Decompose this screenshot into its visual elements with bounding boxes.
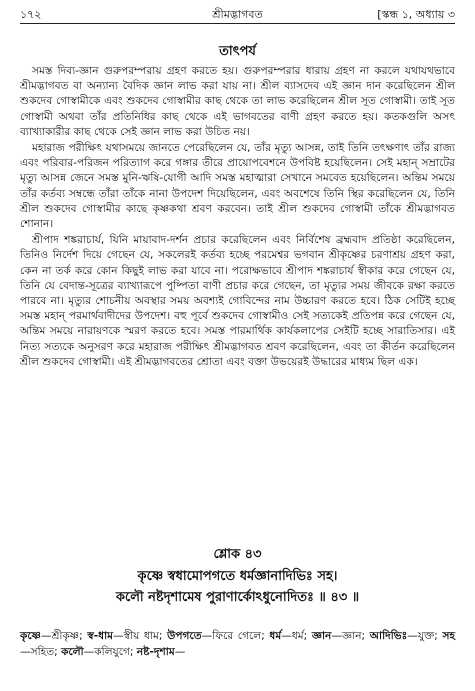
purport-paragraph: শ্রীপাদ শঙ্করাচার্য, যিনি মায়াবাদ-দর্শন প্রচার করেছিলেন এবং নির্বিশেষ ব্রহ্মবাদ প্রতিষ্ঠা করেছিলেন, তিনিও নির্দেশ দিয়ে গেছেন যে, সকলেরই কর্তব্য হচ্ছে পরমেশ্বর ভগবান শ্রীকৃষ্ণের চরণাশ্রয় গ্রহণ করা, কেন না তর্ক করে কোন কিছুই লাভ করা যাবে না। পরোক্ষভাবে শ্রীপাদ শঙ্করাচার্য স্বীকার করে গেছেন যে, তিনি যে বেদান্ত-সূত্রের ব্যাখ্যারূপে পুষ্পিতা বাণী প্রচার করে গেছেন, তা মৃত্যুর সময় জীবকে রক্ষা করতে পারবে না। মৃত্যুর শোচনীয় অবস্থার সময় অবশ্যই গোবিন্দের নাম উচ্চারণ করতে হবে। ঠিক সেটিই হচ্ছে সমস্ত মহান্ পরমার্থবাদীদের উপদেশ। বহু পূর্বে শুকদেব গোস্বামীও সেই সত্যকেই প্রতিপন্ন করে গেছেন যে, অন্তিম সময়ে নারায়ণকে স্মরণ করতে হবে। সমস্ত পারমার্থিক কার্যকলাপের সেইটি হচ্ছে সারাতিসার। এই নিত্য সত্যকে অনুসরণ করে মহারাজ পরীক্ষিৎ শ্রীমদ্ভাগবত শ্রবণ করেছিলেন, এবং তা কীর্তন করেছিলেন শ্রীল শুকদেব গোস্বামী। এই শ্রীমদ্ভাগবতের শ্রোতা এবং বক্তা উভয়েরই উদ্ধারের মাধ্যম ছিল এক। [20,234,455,368]
synonym-meaning: ফিরে গেলে [212,630,262,642]
synonym-meaning: কলিযুগে [94,646,130,658]
verse-line: কলৌ নষ্টদৃশামেষ পুরাণার্কোঽধুনোদিতঃ ॥ ৪৩ ॥ [115,590,360,605]
synonym-term: স্ব-ধাম [87,630,114,642]
purport-heading: তাৎপর্য [219,44,256,59]
synonym-term: উপগতে [167,630,202,642]
synonym-meaning: স্বীয় ধাম [123,630,159,642]
purport-paragraph: মহারাজ পরীক্ষিৎ যথাসময়ে জানতে পেরেছিলেন যে, তাঁর মৃত্যু আসন্ন, তাই তিনি তৎক্ষণাৎ তাঁর রাজ্য এবং পরিবার-পরিজন পরিত্যাগ করে গঙ্গার তীরে প্রায়োপবেশনে উপবিষ্ট হয়েছিলেন। সেই মহান্ সম্রাটের মৃত্যু আসন্ন জেনে সমস্ত মুনি-ঋষি-যোগী আদি সমস্ত মহাত্মারা সেখানে সমবেত হয়েছিলেন। অন্তিম সময়ে তাঁর কর্তব্য সম্বন্ধে তাঁরা তাঁকে নানা উপদেশ দিয়েছিলেন, এবং অবশেষে তিনি স্থির করেছিলেন যে, তিনি শ্রীল শুকদেব গোস্বামীর কাছে কৃষ্ণকথা শ্রবণ করবেন। তাই শ্রীল শুকদেব গোস্বামী তাঁকে শ্রীমদ্ভাগবত শোনান। [20,142,455,231]
purport-paragraph: সমস্ত দিব্য-জ্ঞান গুরুপরম্পরায় গ্রহণ করতে হয়। গুরুপরম্পরার ধারায় গ্রহণ না করলে যথাযথভাবে শ্রীমদ্ভাগবত বা অন্যান্য বৈদিক জ্ঞান লাভ করা যায় না। শ্রীল ব্যাসদেব এই জ্ঞান দান করেছিলেন শ্রীল শুকদেব গোস্বামীকে এবং শুকদেব গোস্বামীর কাছ থেকে তা লাভ করেছিলেন শ্রীল সূত গোস্বামী। তাই সূত গোস্বামী অথবা তাঁর প্রতিনিধির কাছ থেকে এই ভাগবতের বাণী গ্রহণ করতে হয়। কতকগুলি অসৎ ব্যাখ্যাকারীর কাছ থেকে সেই জ্ঞান লাভ করা উচিত নয়। [20,65,455,138]
synonyms: কৃষ্ণে—শ্রীকৃষ্ণ; স্ব-ধাম—স্বীয় ধাম; উপগতে—ফিরে গেলে; ধর্ম—ধর্ম; জ্ঞান—জ্ঞান; আদিভিঃ—যুক্ত; সহ—সহিত; কলৌ—কলিযুগে; নষ্ট-দৃশাম— [20,630,456,658]
header-rule [20,23,455,24]
purport-body [20,64,455,371]
synonym-term: নষ্ট-দৃশাম [136,646,175,658]
book-title: শ্রীমদ্ভাগবত [212,8,263,21]
verse-heading: শ্লোক ৪৩ [213,547,262,562]
chapter-reference: [স্কন্ধ ১, অধ্যায় ৩ [377,8,455,21]
verse-text [0,566,475,608]
synonym-term: ধর্ম [269,630,282,642]
verse-line: কৃষ্ণে স্বধামোপগতে ধর্মজ্ঞানাদিভিঃ সহ। [137,569,338,584]
page-number: ১৭২ [20,8,42,21]
synonym-term: কৃষ্ণে [20,630,41,642]
synonym-meaning: সহিত [30,646,55,658]
synonym-meaning: শ্রীকৃষ্ণ [51,630,80,642]
synonym-term: আদিভিঃ [369,630,408,642]
synonym-term: সহ [442,630,456,642]
synonym-term: কলৌ [61,646,84,658]
synonym-term: জ্ঞান [311,630,332,642]
synonym-meaning: ধর্ম [291,630,304,642]
synonym-meaning: যুক্ত [417,630,435,642]
running-header [20,6,455,24]
synonym-meaning: জ্ঞান [341,630,362,642]
